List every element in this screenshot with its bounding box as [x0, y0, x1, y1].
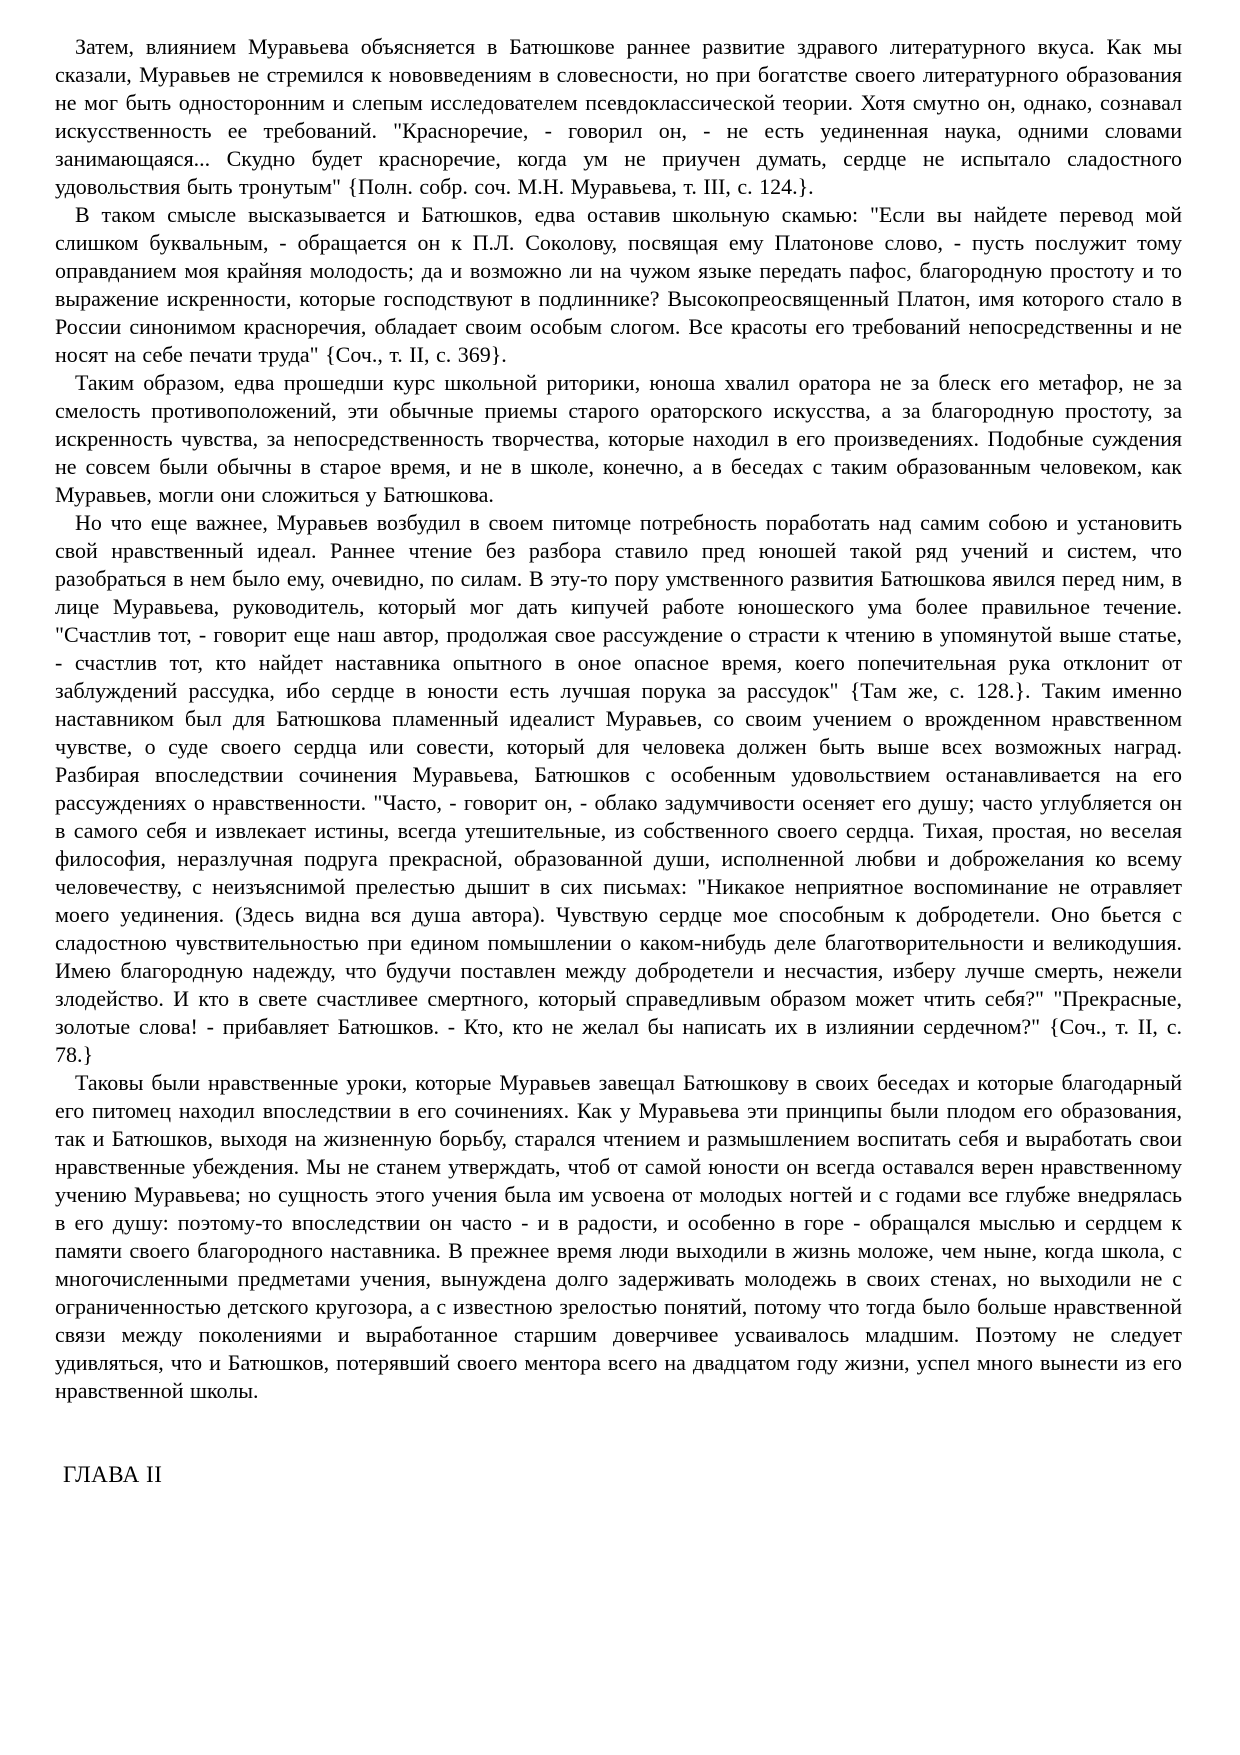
- paragraph: Таким образом, едва прошедши курс школьной риторики, юноша хвалил оратора не за блеск его метафор, не за смелость противоположений, эти обычные приемы старого ораторского искусства, а за благородную простоту, за искренность чувства, за непосредственность творчества, которые находил в его произведениях. Подобные суждения не совсем были обычны в старое время, и не в школе, конечно, а в беседах с таким образованным человеком, как Муравьев, могли они сложиться у Батюшкова.: [55, 370, 1182, 507]
- chapter-heading: ГЛАВА II: [63, 1462, 163, 1487]
- paragraph: Таковы были нравственные уроки, которые Муравьев завещал Батюшкову в своих беседах и которые благодарный его питомец находил впоследствии в его сочинениях. Как у Муравьева эти принципы были плодом его образования, так и Батюшков, выходя на жизненную борьбу, старался чтением и размышлением воспитать себя и выработать свои нравственные убеждения. Мы не станем утверждать, чтоб от самой юности он всегда оставался верен нравственному учению Муравьева; но сущность этого учения была им усвоена от молодых ногтей и с годами все глубже внедрялась в его душу: поэтому-то впоследствии он часто - и в радости, и особенно в горе - обращался мыслью и сердцем к памяти своего благородного наставника. В прежнее время люди выходили в жизнь моложе, чем ныне, когда школа, с многочисленными предметами учения, вынуждена долго задерживать молодежь в своих стенах, но выходили не с ограниченностью детского кругозора, а с известною зрелостью понятий, потому что тогда было больше нравственной связи между поколениями и выработанное старшим доверчивее усваивалось младшим. Поэтому не следует удивляться, что и Батюшков, потерявший своего ментора всего на двадцатом году жизни, успел много вынести из его нравственной школы.: [55, 1070, 1182, 1403]
- paragraph: В таком смысле высказывается и Батюшков, едва оставив школьную скамью: "Если вы найдете перевод мой слишком буквальным, - обращается он к П.Л. Соколову, посвящая ему Платонове слово, - пусть послужит тому оправданием моя крайняя молодость; да и возможно ли на чужом языке передать пафос, благородную простоту и то выражение искренности, которые господствуют в подлиннике? Высокопреосвященный Платон, имя которого стало в России синонимом красноречия, обладает своим особым слогом. Все красоты его требований непосредственны и не носят на себе печати труда" {Соч., т. II, с. 369}.: [55, 202, 1182, 367]
- paragraph: Затем, влиянием Муравьева объясняется в Батюшкове раннее развитие здравого литературного вкуса. Как мы сказали, Муравьев не стремился к нововведениям в словесности, но при богатстве своего литературного образования не мог быть односторонним и слепым исследователем псевдоклассической теории. Хотя смутно он, однако, сознавал искусственность ее требований. "Красноречие, - говорил он, - не есть уединенная наука, одними словами занимающаяся... Скудно будет красноречие, когда ум не приучен думать, сердце не испытало сладостного удовольствия быть тронутым" {Полн. собр. соч. М.Н. Муравьева, т. III, с. 124.}.: [55, 34, 1182, 199]
- text-body: [55, 33, 1182, 1405]
- paragraph: Но что еще важнее, Муравьев возбудил в своем питомце потребность поработать над самим собою и установить свой нравственный идеал. Раннее чтение без разбора ставило пред юношей такой ряд учений и систем, что разобраться в нем было ему, очевидно, по силам. В эту-то пору умственного развития Батюшкова явился перед ним, в лице Муравьева, руководитель, который мог дать кипучей работе юношеского ума более правильное течение. "Счастлив тот, - говорит еще наш автор, продолжая свое рассуждение о страсти к чтению в упомянутой выше статье, - счастлив тот, кто найдет наставника опытного в оное опасное время, коего попечительная рука отклонит от заблуждений рассудка, ибо сердце в юности есть лучшая порука за рассудок" {Там же, с. 128.}. Таким именно наставником был для Батюшкова пламенный идеалист Муравьев, со своим учением о врожденном нравственном чувстве, о суде своего сердца или совести, который для человека должен быть выше всех возможных наград. Разбирая впоследствии сочинения Муравьева, Батюшков с особенным удовольствием останавливается на его рассуждениях о нравственности. "Часто, - говорит он, - облако задумчивости осеняет его душу; часто углубляется он в самого себя и извлекает истины, всегда утешительные, из собственного своего сердца. Тихая, простая, но веселая философия, неразлучная подруга прекрасной, образованной души, исполненной любви и доброжелания ко всему человечеству, с неизъяснимой прелестью дышит в сих письмах: "Никакое неприятное воспоминание не отравляет моего уединения. (Здесь видна вся душа автора). Чувствую сердце мое способным к добродетели. Оно бьется с сладостною чувствительностью при едином помышлении о каком-нибудь деле благотворительности и великодушия. Имею благородную надежду, что будучи поставлен между добродетели и несчастия, изберу лучше смерть, нежели злодейство. И кто в свете счастливее смертного, который справедливым образом может чтить себя?" "Прекрасные, золотые слова! - прибавляет Батюшков. - Кто, кто не желал бы написать их в излиянии сердечном?" {Соч., т. II, с. 78.}: [55, 510, 1182, 1067]
